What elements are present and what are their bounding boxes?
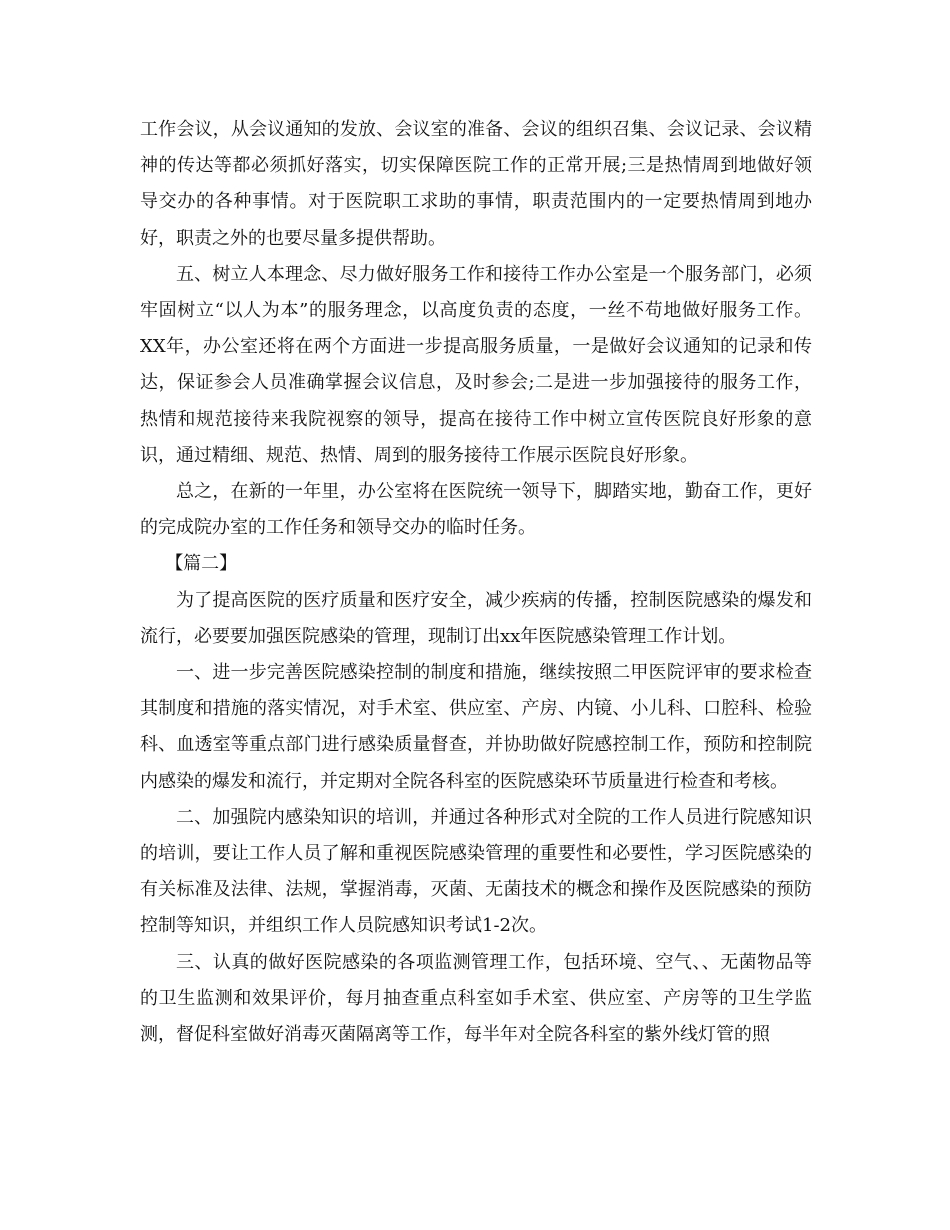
document-body — [140, 112, 812, 1053]
paragraph-section-five: 五、树立人本理念、尽力做好服务工作和接待工作办公室是一个服务部门，必须牢固树立“以人为本”的服务理念，以高度负责的态度，一丝不苟地做好服务工作。XX年，办公室还将在两个方面进一步提高服务质量，一是做好会议通知的记录和传达，保证参会人员准确掌握会议信息，及时参会;二是进一步加强接待的服务工作，热情和规范接待来我院视察的领导，提高在接待工作中树立宣传医院良好形象的意识，通过精细、规范、热情、周到的服务接待工作展示医院良好形象。 — [140, 263, 812, 466]
paragraph-summary: 总之，在新的一年里，办公室将在医院统一领导下，脚踏实地，勤奋工作，更好的完成院办室的工作任务和领导交办的临时任务。 — [140, 481, 812, 539]
section-heading-part-two: 【篇二】 — [165, 553, 238, 575]
paragraph-continuation: 工作会议，从会议通知的发放、会议室的准备、会议的组织召集、会议记录、会议精神的传达等都必须抓好落实，切实保障医院工作的正常开展;三是热情周到地做好领导交办的各种事情。对于医院职工求助的事情，职责范围内的一定要热情周到地办好，职责之外的也要尽量多提供帮助。 — [140, 119, 812, 249]
paragraph-section-two: 二、加强院内感染知识的培训，并通过各种形式对全院的工作人员进行院感知识的培训，要让工作人员了解和重视医院感染管理的重要性和必要性，学习医院感染的有关标准及法律、法规，掌握消毒，灭菌、无菌技术的概念和操作及医院感染的预防控制等知识，并组织工作人员院感知识考试1-2次。 — [140, 806, 812, 937]
paragraph-section-one: 一、进一步完善医院感染控制的制度和措施，继续按照二甲医院评审的要求检查其制度和措施的落实情况，对手术室、供应室、产房、内镜、小儿科、口腔科、检验科、血透室等重点部门进行感染质量督查，并协助做好院感控制工作，预防和控制院内感染的爆发和流行，并定期对全院各科室的医院感染环节质量进行检查和考核。 — [140, 662, 812, 792]
paragraph-intro: 为了提高医院的医疗质量和医疗安全，减少疾病的传播，控制医院感染的爆发和流行，必要要加强医院感染的管理，现制订出xx年医院感染管理工作计划。 — [140, 589, 812, 647]
paragraph-section-three: 三、认真的做好医院感染的各项监测管理工作，包括环境、空气、、无菌物品等的卫生监测和效果评价，每月抽查重点科室如手术室、供应室、产房等的卫生学监测，督促科室做好消毒灭菌隔离等工作，每半年对全院各科室的紫外线灯管的照 — [140, 951, 812, 1046]
